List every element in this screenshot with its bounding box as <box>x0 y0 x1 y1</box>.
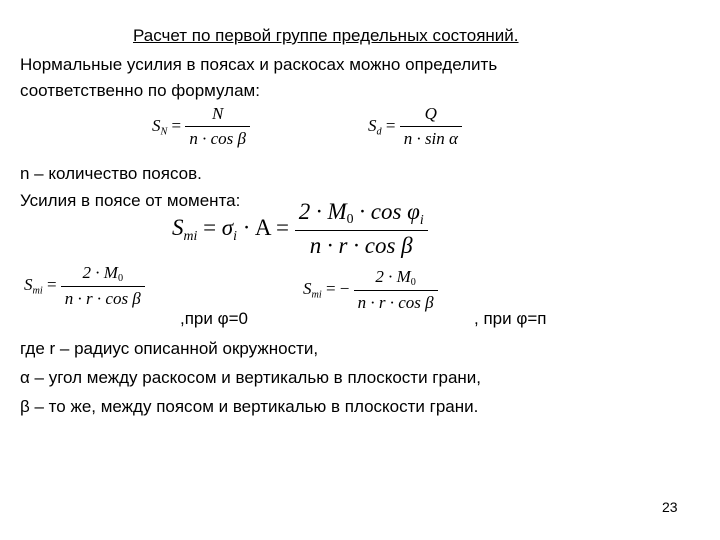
text-line-4: Усилия в поясе от момента: <box>20 191 241 210</box>
text-line-7: β – то же, между поясом и вертикалью в плоскости грани. <box>20 397 479 416</box>
slide-title: Расчет по первой группе предельных состояний. <box>133 26 519 45</box>
formula-smi-main: $S_{mi} = \sigma_i \cdot A$ = $\frac{2 \cdot M0 \cdot \cos \varphi_i}{\text{n · r · cos β}}$ <box>172 199 428 259</box>
formula-sd: $S_d$ = $\frac{Q}{\text{n · sin α}}$ <box>368 104 462 149</box>
formula-smi-phipi: $S_{mi}$ = − $\frac{2 \cdot M0}{\text{n · r · cos β}}$ <box>303 267 438 313</box>
text-line-1: Нормальные усилия в поясах и раскосах можно определить <box>20 55 498 74</box>
text-line-6: α – угол между раскосом и вертикалью в плоскости грани, <box>20 368 482 387</box>
text-line-5: где r – радиус описанной окружности, <box>20 339 319 358</box>
formula-sn: $S_N$ = $\frac{N}{\text{n · cos β}}$ <box>152 104 250 149</box>
formula-smi-phi0: $S_{mi}$ = $\frac{2 \cdot M0}{\text{n · r · cos β}}$ <box>24 263 145 309</box>
page-number: 23 <box>662 499 678 515</box>
condition-phi-zero: ,при φ=0 <box>180 309 249 328</box>
text-line-2: соответственно по формулам: <box>20 81 260 100</box>
condition-phi-pi: , при φ=п <box>474 309 547 328</box>
text-line-3: n – количество поясов. <box>20 164 202 183</box>
